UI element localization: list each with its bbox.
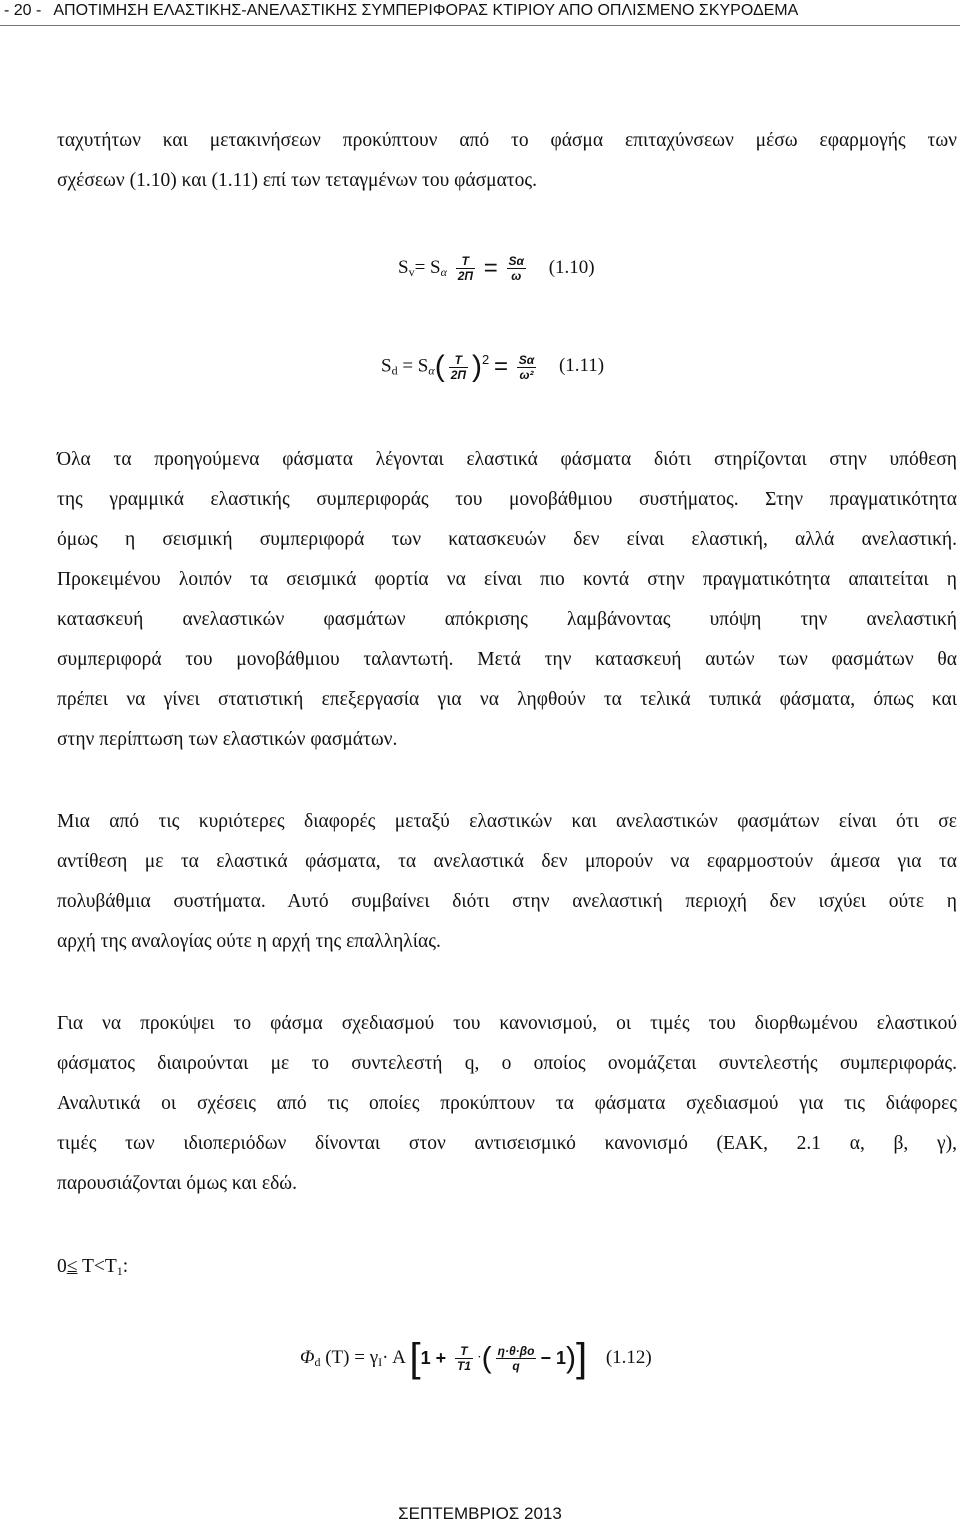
text-line: αντίθεση με τα ελαστικά φάσματα, τα ανελαστικά δεν μπορούν να εφαρμοστούν άμεσα για τα	[57, 851, 957, 872]
fraction: $\frac{T}{2\Pi}$	[457, 254, 473, 283]
text-line: φάσματος διαιρούνται με το συντελεστή q, ο οποίος ονομάζεται συντελεστής συμπεριφοράς.	[57, 1053, 957, 1074]
page-number: - 20 -	[4, 2, 42, 19]
fraction: $\frac{S\alpha}{\text{ω²}}$	[518, 352, 535, 382]
paragraph-3	[57, 1004, 957, 1204]
text-line: κατασκευή ανελαστικών φασμάτων απόκρισης λαμβάνοντας υπόψη την ανελαστική	[57, 609, 957, 630]
text-line: παρουσιάζονται όμως και εδώ.	[57, 1173, 297, 1194]
paragraph-2	[57, 802, 957, 962]
text-line: Για να προκύψει το φάσμα σχεδιασμού του κανονισμού, οι τιμές του διορθωμένου ελαστικού	[57, 1013, 957, 1034]
header-title: ΑΠΟΤΙΜΗΣΗ ΕΛΑΣΤΙΚΗΣ-ΑΝΕΛΑΣΤΙΚΗΣ ΣΥΜΠΕΡΙΦΟΡΑΣ ΚΤΙΡΙΟΥ ΑΠΟ ΟΠΛΙΣΜΕΝΟ ΣΚΥΡΟΔΕΜΑ	[53, 2, 799, 19]
text-line: αρχή της αναλογίας ούτε η αρχή της επαλληλίας.	[57, 931, 441, 952]
text-line: Μια από τις κυριότερες διαφορές μεταξύ ελαστικών και ανελαστικών φασμάτων είναι ότι σε	[57, 811, 957, 832]
page-header	[0, 0, 960, 26]
text-line: στην περίπτωση των ελαστικών φασμάτων.	[57, 729, 398, 750]
text-line: συμπεριφορά του μονοβάθμιου ταλαντωτή. Μετά την κατασκευή αυτών των φασμάτων θα	[57, 649, 957, 670]
equation-1-10: $S_v= S_\alpha$ $\frac{T}{2\Pi}$ = $\frac{S\alpha}{\omega}$ (1.10)	[398, 254, 595, 283]
fraction: $\frac{S\alpha}{\omega}$	[508, 254, 524, 283]
text-line: Όλα τα προηγούμενα φάσματα λέγονται ελαστικά φάσματα διότι στηρίζονται στην υπόθεση	[57, 449, 957, 470]
page-footer: ΣΕΠΤΕΜΒΡΙΟΣ 2013	[398, 1504, 562, 1523]
fraction: $\frac{T}{2\Pi}$	[450, 352, 466, 382]
equation-label: (1.12)	[605, 1346, 652, 1368]
equation-label: (1.10)	[548, 256, 595, 278]
text-line: ταχυτήτων και μετακινήσεων προκύπτουν από το φάσμα επιταχύνσεων μέσω εφαρμογής των	[57, 130, 957, 151]
fraction: $\frac{\eta\cdot\theta\cdot\beta o}{q}$	[497, 1344, 535, 1373]
text-line: της γραμμικά ελαστικής συμπεριφοράς του μονοβάθμιου συστήματος. Στην πραγματικότητα	[57, 489, 957, 510]
text-line: τιμές των ιδιοπεριόδων δίνονται στον αντισεισμικό κανονισμό (ΕΑΚ, 2.1 α, β, γ),	[57, 1133, 957, 1154]
equation-1-11: $S_d = S_\alpha$( $\frac{T}{2\Pi}$ )$^2$ = $\frac{S\alpha}{\text{ω²}}$ (1.11)	[381, 350, 605, 383]
text-line: Προκειμένου λοιπόν τα σεισμικά φορτία να είναι πιο κοντά στην πραγματικότητα απαιτείται η	[57, 569, 957, 590]
text-line: πρέπει να γίνει στατιστική επεξεργασία για να ληφθούν τα τελικά τυπικά φάσματα, όπως και	[57, 689, 957, 710]
fraction: $\frac{T}{T1}$	[456, 1344, 471, 1373]
intro-paragraph	[57, 121, 957, 201]
text-line: Αναλυτικά οι σχέσεις από τις οποίες προκύπτουν τα φάσματα σχεδιασμού για τις διάφορες	[57, 1093, 957, 1114]
equation-1-12: $\Phi_d$ $(T) = \gamma_I\cdot A$ [1 + $\frac{T}{T1}$ ·( $\frac{\eta\cdot\theta\cdot\beta o}{q}$ − 1)] (1.12)	[300, 1336, 652, 1380]
condition-line: $0\le T<T_1$:	[57, 1256, 129, 1278]
text-line: όμως η σεισμική συμπεριφορά των κατασκευών δεν είναι ελαστική, αλλά ανελαστική.	[57, 529, 957, 550]
equation-label: (1.11)	[558, 355, 605, 377]
text-line: πολυβάθμια συστήματα. Αυτό συμβαίνει διότι στην ανελαστική περιοχή δεν ισχύει ούτε η	[57, 891, 957, 912]
paragraph-1	[57, 440, 957, 760]
text-line: σχέσεων (1.10) και (1.11) επί των τεταγμένων του φάσματος.	[57, 170, 537, 191]
